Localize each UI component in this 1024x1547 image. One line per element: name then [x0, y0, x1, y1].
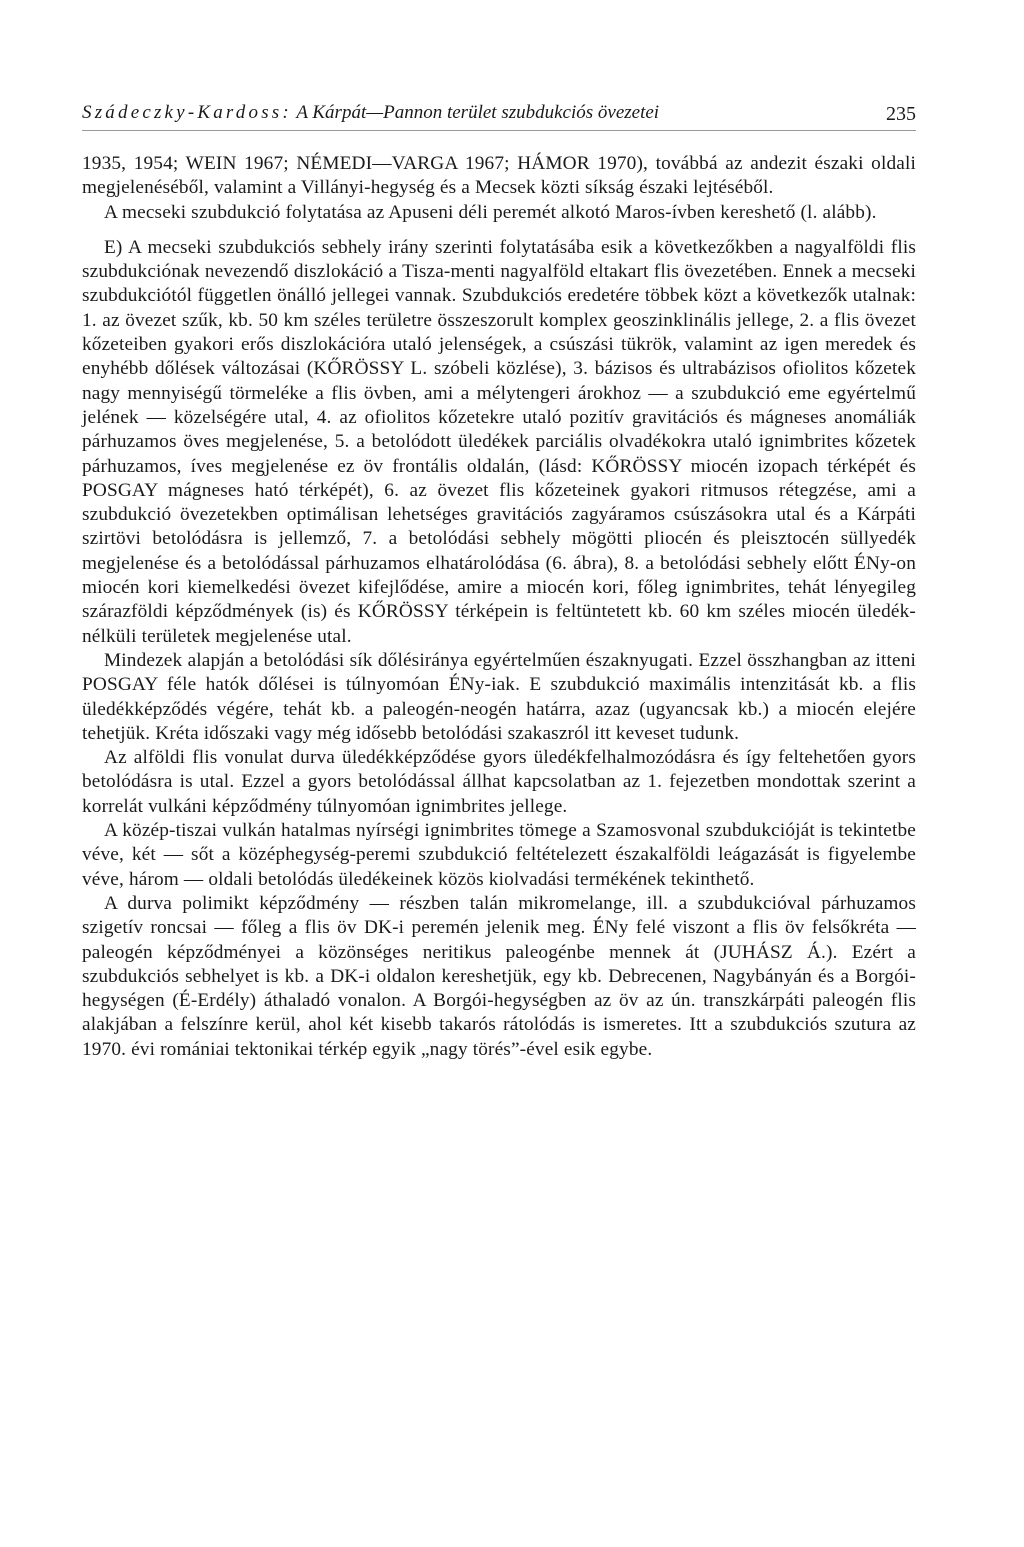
header-rule [82, 130, 916, 131]
running-title [82, 100, 659, 126]
running-head-authors: Szádeczky-Kardoss: [82, 102, 292, 123]
page-number: 235 [886, 103, 916, 125]
paragraph-continuation: 1935, 1954; WEIN 1967; NÉMEDI—VARGA 1967; HÁMOR 1970), továbbá az andezit északi oldali megjelenéséből, valamint a Villányi-hegység és a Mecsek közti síkság északi lejtéséből. [82, 153, 916, 199]
paragraph-polymict-formation: A durva polimikt képződmény — részben talán mikromelange, ill. a szubdukcióval párhuzamos szigetív roncsai — főleg a flis öv DK-i peremén jelenik meg. ÉNy felé viszont a flis öv felsőkréta — paleogén képződményei a közönséges neritikus paleogénbe mennek át (JUHÁSZ Á.). Ezért a szubdukciós sebhelyet is kb. a DK-i oldalon kereshetjük, egy kb. Debrecenen, Nagybányán és a Borgói-hegységen (É-Erdély) áthaladó vonalon. A Borgói-hegységben az öv az ún. transzkárpáti paleogén flis alakjában a felszínre kerül, ahol két kisebb takarós rátolódás is ismeretes. Itt a szubdukciós szutura az 1970. évi romániai tektonikai térkép egyik „nagy törés”-ével esik egybe. [82, 892, 916, 1060]
paragraph-tisza-volcano: A közép-tiszai vulkán hatalmas nyírségi ignimbrites tömege a Szamosvonal szubdukcióját is tekintetbe véve, két — sőt a középhegység-peremi szubdukció feltételezett északalföldi leágazását is figyelembe véve, három — oldali betolódás üledékeinek közös kiolvadási termékének tekinthető. [82, 820, 916, 890]
paragraph-maros-arc: A mecseki szubdukció folytatása az Apuseni déli peremét alkotó Maros-ívben kereshető (l. alább). [104, 201, 877, 223]
paragraph-alfold-flysch: Az alföldi flis vonulat durva üledékképződése gyors üledékfelhalmozódásra és így feltehetően gyors betolódásra is utal. Ezzel a gyors betolódással állhat kapcsolatban az 1. fejezetben mondottak szerint a korrelát vulkáni képződmény túlnyomóan ignimbrites jellege. [82, 747, 916, 817]
paragraph-section-e: E) A mecseki szubdukciós sebhely irány szerinti folytatásába esik a következőkben a nagyalföldi flis szubdukciónak nevezendő diszlokáció a Tisza-menti nagyalföld eltakart flis övezetében. Ennek a mecseki szubdukciótól független önálló jellegei vannak. Szubdukciós eredetére többek közt a következők utalnak: 1. az övezet szűk, kb. 50 km széles területre összeszorult komplex geoszinklinális jellege, 2. a flis övezet kőzeteiben gyakori erős diszlokációra utaló jelenségek, a csúszási tükrök, valamint az igen meredek és enyhébb dőlések változásai (KŐRÖSSY L. szóbeli közlése), 3. bázisos és ultrabázisos ofiolitos kőzetek nagy mennyiségű törmeléke a flis övben, ami a mélytengeri árokhoz — a szubdukció eme egyértelmű jelének — közelségére utal, 4. az ofiolitos kőzetekre utaló pozitív gravitációs és mágneses anomáliák párhuzamos öves megjelenése, 5. a betolódott üledékek parciális olvadékokra utaló ignimbrites kőzetek párhuzamos, íves megjelenése ez öv frontális oldalán, (lásd: KŐRÖSSY miocén izopach térképét és POSGAY mágneses ható térképét), 6. az övezet flis kőzeteinek gyakori ritmusos rétegzése, ami a szubdukció övezetekben optimálisan lehetséges gravitációs zagyáramos csúszásokra utal és a Kárpáti szirtövi betolódásra is jellemző, 7. a betolódási sebhely mögötti pliocén és pleisztocén süllyedék megjelenése és a betolódással párhuzamos elhatárolódása (6. ábra), 8. a betolódási sebhely előtt ÉNy-on miocén kori kiemelkedési övezet kifejlődése, amire a miocén kori, főleg ignimbrites, tehát lényegileg szárazföldi képződmények (is) és KŐRÖSSY térképein is feltüntetett kb. 60 km széles miocén üledék-nélküli területek megjelenése utal. [82, 236, 916, 647]
paragraph-dip-direction: Mindezek alapján a betolódási sík dőlésiránya egyértelműen északnyugati. Ezzel összhangban az itteni POSGAY féle hatók dőlései is túlnyomóan ÉNy-iak. E szubdukció maximális intenzitását kb. a flis üledékképződés végére, tehát kb. a paleogén-neogén határra, azaz (ugyancsak kb.) a miocén elejére tehetjük. Kréta időszaki vagy még idősebb betolódási szakaszról itt keveset tudunk. [82, 649, 916, 744]
running-head-title: A Kárpát—Pannon terület szubdukciós övezetei [296, 102, 660, 123]
running-head [82, 100, 916, 126]
body-text [82, 152, 916, 1062]
